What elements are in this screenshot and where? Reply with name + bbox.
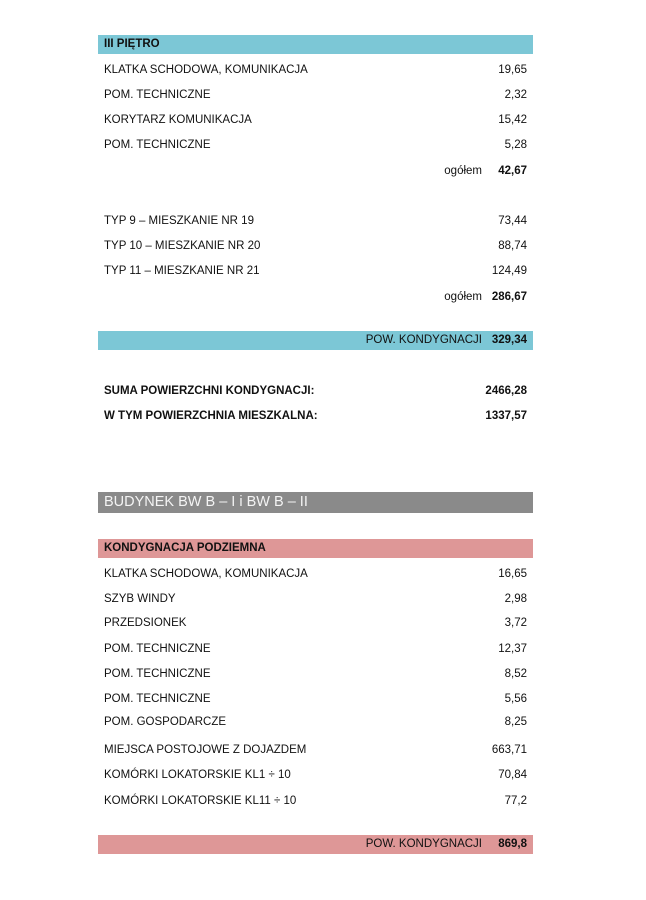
room-area: 19,65: [498, 64, 527, 76]
table-row: [98, 641, 533, 657]
room-area: 663,71: [491, 744, 527, 756]
room-area: 8,25: [504, 716, 527, 728]
floor-header-band: [98, 35, 533, 54]
room-name: KORYTARZ KOMUNIKACJA: [104, 114, 252, 126]
table-row: [98, 566, 533, 582]
apartment-area: 124,49: [491, 265, 527, 277]
room-name: POM. TECHNICZNE: [104, 668, 211, 680]
floor-total-value: 329,34: [491, 334, 527, 346]
table-row: [98, 87, 533, 103]
floor-total-value: 869,8: [498, 838, 527, 850]
building-title-band: [98, 492, 533, 513]
floor-total-band: [98, 331, 533, 350]
apartment-name: TYP 11 – MIESZKANIE NR 21: [104, 265, 260, 277]
apartment-area: 88,74: [498, 240, 527, 252]
room-name: POM. TECHNICZNE: [104, 139, 211, 151]
room-area: 5,28: [504, 139, 527, 151]
table-row: [98, 714, 533, 730]
table-row: [98, 112, 533, 128]
room-area: 15,42: [498, 114, 527, 126]
summary-label: SUMA POWIERZCHNI KONDYGNACJI:: [104, 385, 315, 397]
room-name: POM. TECHNICZNE: [104, 643, 211, 655]
subtotal-label: ogółem: [444, 165, 482, 177]
apartment-name: TYP 9 – MIESZKANIE NR 19: [104, 215, 254, 227]
subtotal-value: 42,67: [498, 165, 527, 177]
summary-row: [98, 408, 533, 424]
room-area: 77,2: [504, 795, 527, 807]
apartment-area: 73,44: [498, 215, 527, 227]
subtotal-row: [98, 289, 533, 305]
room-name: POM. TECHNICZNE: [104, 89, 211, 101]
room-area: 8,52: [504, 668, 527, 680]
table-row: [98, 767, 533, 783]
room-area: 70,84: [498, 769, 527, 781]
basement-header-band: [98, 539, 533, 558]
subtotal-row: [98, 163, 533, 179]
room-name: KOMÓRKI LOKATORSKIE KL1 ÷ 10: [104, 769, 291, 781]
room-name: SZYB WINDY: [104, 593, 176, 605]
basement-header-title: KONDYGNACJA PODZIEMNA: [104, 542, 266, 554]
room-area: 3,72: [504, 617, 527, 629]
room-area: 2,98: [504, 593, 527, 605]
table-row: [98, 213, 533, 229]
room-name: PRZEDSIONEK: [104, 617, 187, 629]
summary-row: [98, 383, 533, 399]
table-row: [98, 62, 533, 78]
table-row: [98, 793, 533, 809]
table-row: [98, 615, 533, 631]
summary-value: 2466,28: [485, 385, 527, 397]
room-name: MIEJSCA POSTOJOWE Z DOJAZDEM: [104, 744, 307, 756]
subtotal-value: 286,67: [491, 291, 527, 303]
building-title: BUDYNEK BW B – I i BW B – II: [104, 494, 308, 510]
subtotal-label: ogółem: [444, 291, 482, 303]
room-area: 12,37: [498, 643, 527, 655]
table-row: [98, 591, 533, 607]
table-row: [98, 691, 533, 707]
room-name: KLATKA SCHODOWA, KOMUNIKACJA: [104, 64, 308, 76]
floor-total-label: POW. KONDYGNACJI: [365, 334, 482, 346]
apartment-name: TYP 10 – MIESZKANIE NR 20: [104, 240, 261, 252]
room-name: KOMÓRKI LOKATORSKIE KL11 ÷ 10: [104, 795, 297, 807]
room-name: KLATKA SCHODOWA, KOMUNIKACJA: [104, 568, 308, 580]
floor-total-label: POW. KONDYGNACJI: [365, 838, 482, 850]
floor-header-title: III PIĘTRO: [104, 38, 160, 50]
table-row: [98, 263, 533, 279]
table-row: [98, 666, 533, 682]
residential-label: W TYM POWIERZCHNIA MIESZKALNA:: [104, 410, 318, 422]
room-name: POM. GOSPODARCZE: [104, 716, 227, 728]
residential-value: 1337,57: [485, 410, 527, 422]
room-area: 16,65: [498, 568, 527, 580]
table-row: [98, 137, 533, 153]
room-area: 5,56: [504, 693, 527, 705]
table-row: [98, 742, 533, 758]
basement-total-band: [98, 835, 533, 854]
table-row: [98, 238, 533, 254]
room-area: 2,32: [504, 89, 527, 101]
room-name: POM. TECHNICZNE: [104, 693, 211, 705]
